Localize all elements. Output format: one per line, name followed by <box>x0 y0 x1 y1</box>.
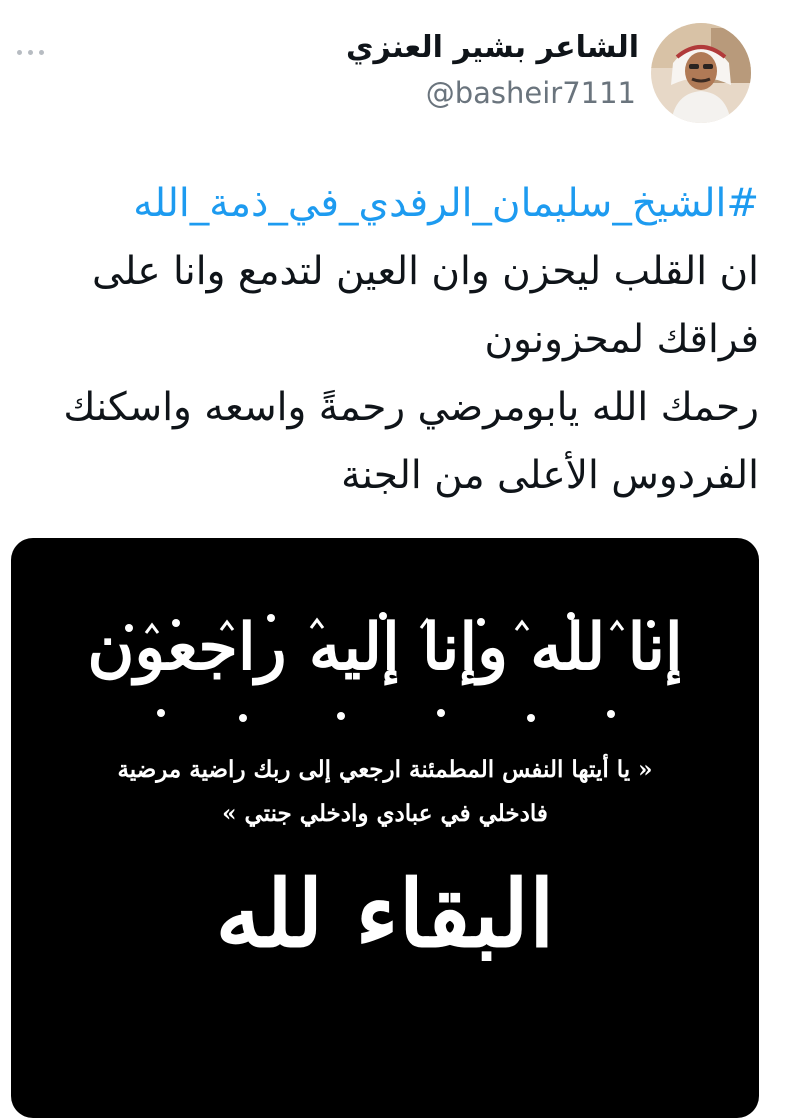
calligraphy-main-text: إنا لله وإنا إليه راجعون <box>87 610 683 685</box>
calligraphy-condolence-text: البقاء لله <box>215 860 555 968</box>
tweet-line-4: الفردوس الأعلى من الجنة <box>341 453 759 498</box>
more-horizontal-icon <box>14 50 47 55</box>
avatar[interactable] <box>651 23 751 123</box>
more-options-button[interactable] <box>12 40 48 64</box>
tweet-line-2: فراقك لمحزونون <box>484 317 759 362</box>
author-display-name[interactable]: الشاعر بشير العنزي <box>346 30 639 65</box>
calligraphy-verse-line-1: « يا أيتها النفس المطمئنة ارجعي إلى ربك راضية مرضية <box>117 756 653 783</box>
tweet-body <box>19 170 759 510</box>
tweet-line-3: رحمك الله يابومرضي رحمةً واسعه واسكنك <box>63 385 759 430</box>
hashtag-link[interactable]: #الشيخ_سليمان_الرفدي_في_ذمة_الله <box>133 181 759 226</box>
tweet-media-image[interactable] <box>11 538 759 1118</box>
tweet-line-1: ان القلب ليحزن وان العين لتدمع وانا على <box>91 249 759 294</box>
author-handle[interactable]: @basheir7111 <box>425 76 636 110</box>
calligraphy-verse-line-2: فادخلي في عبادي وادخلي جنتي » <box>222 800 548 827</box>
avatar-image <box>651 23 751 123</box>
